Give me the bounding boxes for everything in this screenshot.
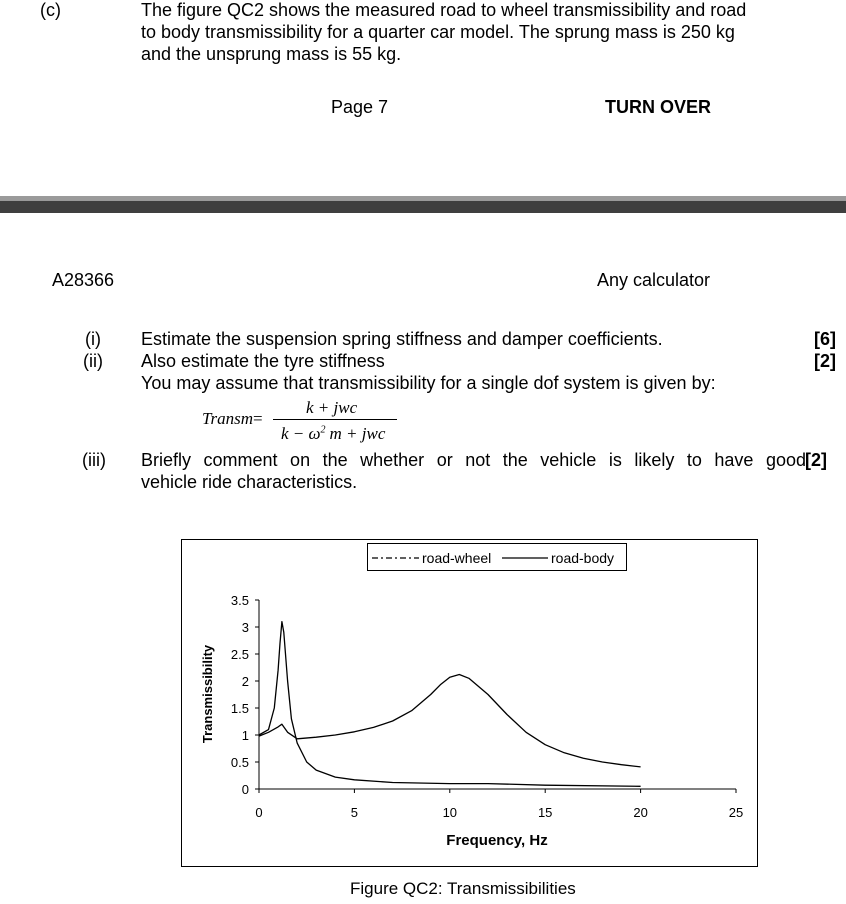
question-i-label: (i) [85,329,101,349]
x-tick-label: 25 [728,805,744,820]
formula-numerator: k + jwc [306,398,358,417]
x-tick-label: 20 [633,805,648,820]
question-ii-label: (ii) [83,351,103,371]
chart-legend [368,544,627,571]
y-tick-label: 2 [241,674,249,689]
x-tick-label: 10 [442,805,458,820]
formula-fraction-bar [273,419,397,420]
y-axis-label: Transmissibility [200,644,215,744]
formula-denominator: $k - \omega^2$ m + jwc [281,424,386,443]
y-tick-label: 1 [241,728,249,743]
x-axis-label: Frequency, Hz [446,832,548,849]
page-divider-highlight [0,196,846,201]
x-tick-label: 15 [537,805,553,820]
calculator-note: Any calculator [597,270,711,290]
x-tick-label: 0 [255,805,263,820]
figure-caption: Figure QC2: Transmissibilities [350,879,576,898]
exam-code: A28366 [52,270,115,290]
x-tick-label: 5 [350,805,359,820]
question-ii-text: Also estimate the tyre stiffness [141,351,385,371]
question-i-marks: [6] [814,329,836,349]
chart-frame [182,540,758,867]
transmissibility-chart [181,539,758,867]
page-number: Page 7 [331,97,389,117]
question-iii-marks: [2] [805,450,827,470]
y-tick-label: 2.5 [230,647,249,662]
question-iii-line-2: vehicle ride characteristics. [141,472,358,492]
question-iii-line-1: Briefly comment on the whether or not the vehicle is likely to have good [141,450,806,470]
y-tick-label: 3.5 [230,593,249,608]
y-tick-label: 0 [241,782,249,797]
part-c-line-2: to body transmissibility for a quarter car model. The sprung mass is 250 kg [141,22,735,42]
y-tick-label: 0.5 [230,755,249,770]
assumption-text: You may assume that transmissibility for a single dof system is given by: [141,373,716,393]
part-c-label: (c) [40,0,61,20]
part-c-line-3: and the unsprung mass is 55 kg. [141,44,402,64]
question-ii-marks: [2] [814,351,836,371]
question-iii-label: (iii) [82,450,106,470]
y-tick-label: 3 [241,620,249,635]
y-tick-label: 1.5 [230,701,249,716]
legend-road-body-label: road-body [551,550,615,566]
formula-lhs: Transm= [202,409,263,428]
turn-over: TURN OVER [605,97,712,117]
question-i-text: Estimate the suspension spring stiffness and damper coefficients. [141,329,663,349]
part-c-line-1: The figure QC2 shows the measured road to wheel transmissibility and road [141,0,747,20]
legend-road-wheel-label: road-wheel [422,550,492,566]
